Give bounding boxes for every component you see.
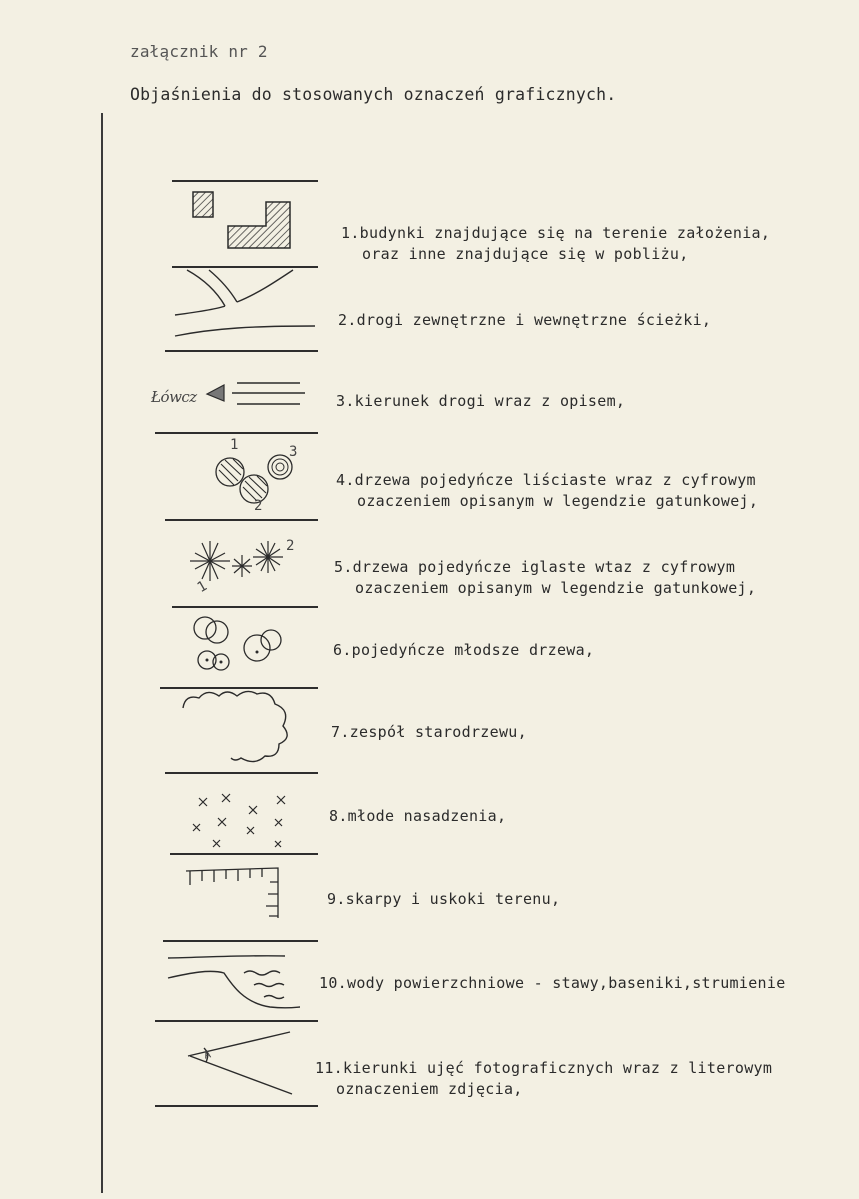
legend-item-6 [333,640,594,661]
legend-line: 9.skarpy i uskoki terenu, [327,890,561,908]
symbol-divider [163,940,318,942]
water-icon [160,945,320,1020]
tree-number-label: 2 [286,538,295,554]
legend-line: ozaczeniem opisanym w legendzie gatunkowej, [357,492,759,510]
tree-number-label: 1 [194,577,210,597]
symbol-divider [165,519,318,521]
symbol-divider [165,350,318,352]
symbol-divider [170,853,318,855]
legend-item-9 [327,889,560,910]
symbol-divider [155,1105,318,1107]
legend-line: 4.drzewa pojedyńcze liściaste wraz z cyfrowym [336,471,756,489]
young-plantings-icon [185,788,300,853]
legend-line: oraz inne znajdujące się w pobliżu, [362,245,689,263]
road-name-label: Łówcz [151,388,197,406]
page-title: Objaśnienia do stosowanych oznaczeń graficznych. [130,85,617,104]
legend-line: 3.kierunek drogi wraz z opisem, [336,392,626,410]
symbol-divider [172,606,318,608]
legend-item-7 [331,722,527,743]
legend-line: 5.drzewa pojedyńcze iglaste wtaz z cyfrowym [334,558,736,576]
tree-number-label: 3 [289,444,298,460]
roads-icon [165,268,320,348]
legend-item-4 [336,470,758,512]
legend-item-5 [334,557,756,599]
legend-line: 6.pojedyńcze młodsze drzewa, [333,641,595,659]
photo-letter-label: A [202,1047,213,1062]
legend-line: 10.wody powierzchniowe - stawy,baseniki,strumienie [319,974,786,992]
legend-item-10 [319,973,786,994]
symbol-divider [172,180,318,182]
tree-number-label: 1 [230,437,239,453]
legend-line: 7.zespół starodrzewu, [331,723,527,741]
buildings-icon [188,188,298,258]
legend-item-2 [338,310,711,331]
slope-icon [180,860,295,930]
legend-line: oznaczeniem zdjęcia, [336,1080,523,1098]
legend-item-3 [336,391,625,412]
legend-item-1 [341,223,770,265]
young-trees-icon [185,610,295,680]
annex-label: załącznik nr 2 [130,42,268,61]
legend-line: 8.młode nasadzenia, [329,807,507,825]
symbol-divider [155,432,318,434]
symbol-divider [155,1020,318,1022]
margin-rule [101,113,103,1193]
legend-line: 2.drogi zewnętrzne i wewnętrzne ścieżki, [338,311,712,329]
legend-item-11 [315,1058,772,1100]
legend-line: 1.budynki znajdujące się na terenie założenia, [341,224,771,242]
legend-line: 11.kierunki ujęć fotograficznych wraz z literowym [315,1059,773,1077]
symbol-divider [165,772,318,774]
old-tree-stand-icon [175,688,305,768]
tree-number-label: 2 [254,498,263,514]
legend-line: ozaczeniem opisanym w legendzie gatunkowej, [355,579,757,597]
photo-direction-icon [180,1030,310,1100]
legend-item-8 [329,806,506,827]
